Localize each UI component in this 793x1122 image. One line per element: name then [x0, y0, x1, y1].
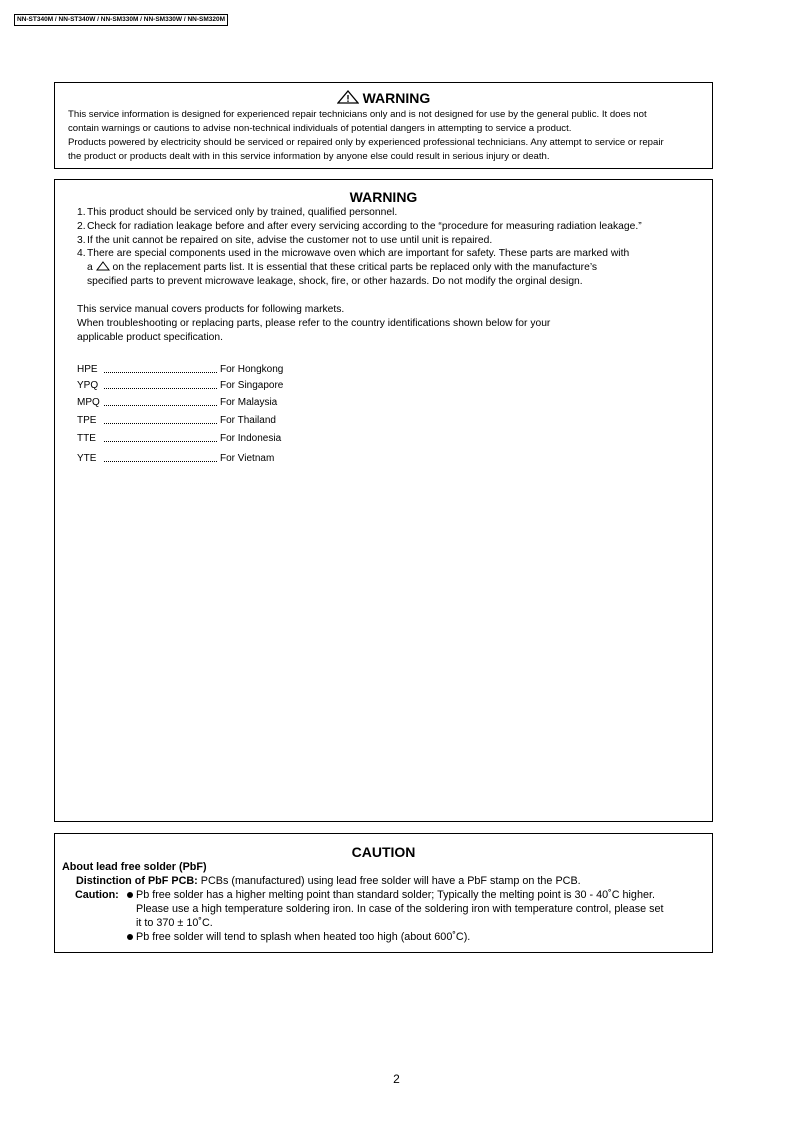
list-item-continuation: specified parts to prevent microwave leakage, shock, fire, or other hazards. Do not modify the orginal design. [87, 275, 583, 287]
dot-leader [104, 405, 217, 406]
general-warning-line-2: contain warnings or cautions to advise non-technical individuals of potential dangers in attempting to service a product. [68, 123, 572, 134]
caution-box [54, 833, 713, 953]
caution-bullet-2: Pb free solder will tend to splash when heated too high (about 600˚C). [136, 931, 471, 943]
dot-leader [104, 388, 217, 389]
list-item-continuation: a on the replacement parts list. It is essential that these critical parts be replaced only with the manufacture’s [87, 262, 598, 274]
market-row: TPE For Thailand [77, 415, 276, 426]
caution-bullet-1-line-2: Please use a high temperature soldering iron. In case of the soldering iron with temperature control, please set [136, 903, 664, 915]
bullet-icon [127, 934, 133, 940]
market-row: TTE For Indonesia [77, 433, 282, 444]
caution-label: Caution: [75, 889, 119, 901]
list-item: 2. Check for radiation leakage before and after every servicing according to the “procedure for measuring radiation leakage.” [77, 220, 642, 232]
list-item: 3. If the unit cannot be repaired on site, advise the customer not to use until unit is repaired. [77, 234, 493, 246]
market-row: HPE For Hongkong [77, 364, 284, 375]
general-warning-line-4: the product or products dealt with in this service information by anyone else could result in serious injury or death. [68, 151, 550, 162]
caution-title: CAUTION [351, 844, 416, 860]
general-warning-box [54, 82, 713, 169]
warning-triangle-icon [337, 90, 359, 104]
caution-heading: About lead free solder (PbF) [62, 861, 207, 873]
market-row: YPQ For Singapore [77, 380, 284, 391]
dot-leader [104, 372, 217, 373]
markets-paragraph: This service manual covers products for following markets. When troubleshooting or replacing parts, please refer to the country identifications shown below for your applicable product specification. [77, 304, 551, 343]
general-warning-line-3: Products powered by electricity should be serviced or repaired only by experienced professional technicians. Any attempt to service or repair [68, 137, 664, 148]
service-warning-title: WARNING [349, 189, 418, 205]
market-row: MPQ For Malaysia [77, 397, 278, 408]
caution-bullet-1-line-1: Pb free solder has a higher melting point than standard solder; Typically the melting point is 30 - 40˚C higher. [136, 889, 655, 901]
service-warning-list [77, 206, 697, 289]
service-warning-box [54, 179, 713, 822]
dot-leader [104, 423, 217, 424]
dot-leader [104, 461, 217, 462]
pbf-distinction: Distinction of PbF PCB: PCBs (manufactured) using lead free solder will have a PbF stamp on the PCB. [76, 875, 581, 887]
list-item: 1. This product should be serviced only by trained, qualified personnel. [77, 207, 398, 218]
model-numbers-header: NN-ST340M / NN-ST340W / NN-SM330M / NN-SM330W / NN-SM320M [14, 14, 228, 26]
general-warning-title [55, 90, 712, 106]
bullet-icon [127, 892, 133, 898]
dot-leader [104, 441, 217, 442]
list-item: 4. There are special components used in the microwave oven which are important for safety. These parts are marked with [77, 248, 630, 260]
general-warning-line-1: This service information is designed for experienced repair technicians only and is not designed for use by the general public. It does not [68, 109, 647, 120]
caution-bullet-1-line-3: it to 370 ± 10˚C. [136, 917, 213, 929]
warning-triangle-icon [96, 261, 110, 271]
general-warning-title-text: WARNING [362, 90, 431, 106]
page-number: 2 [393, 1072, 400, 1086]
market-row: YTE For Vietnam [77, 453, 275, 464]
